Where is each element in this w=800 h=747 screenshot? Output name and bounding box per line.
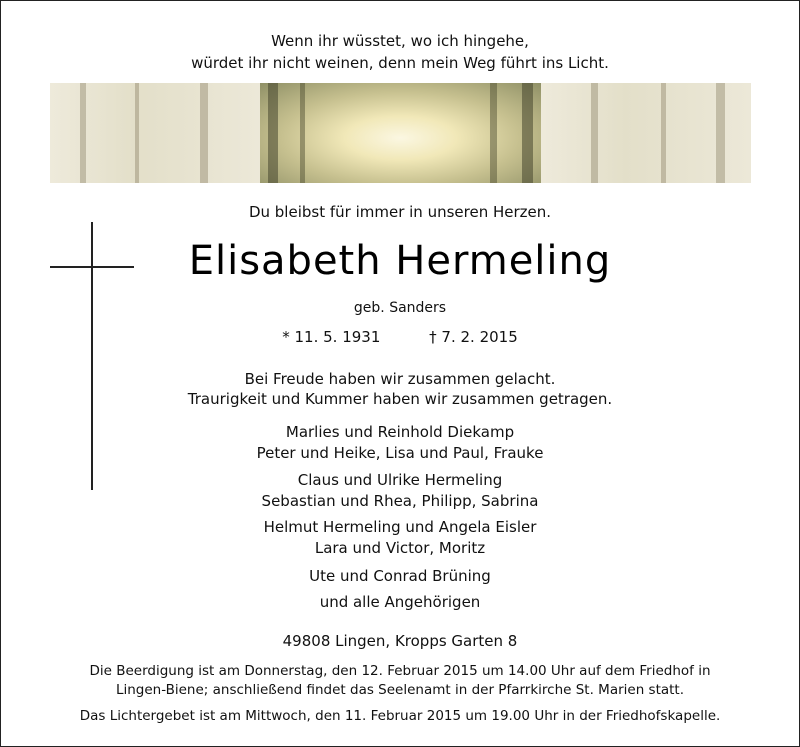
deceased-name: Elisabeth Hermeling [188, 238, 612, 284]
birth-date: * 11. 5. 1931 [282, 328, 381, 346]
funeral-line-2: Lingen-Biene; anschließend findet das Seelenamt in der Pfarrkirche St. Marien statt. [115, 682, 685, 698]
death-date: † 7. 2. 2015 [429, 328, 518, 346]
family-group-4: Ute und Conrad Brüning [309, 567, 491, 585]
subtitle: Du bleibst für immer in unseren Herzen. [248, 203, 552, 221]
funeral-line-1: Die Beerdigung ist am Donnerstag, den 12. Februar 2015 um 14.00 Uhr auf dem Friedhof in [89, 663, 711, 679]
verse-line-1: Bei Freude haben wir zusammen gelacht. [244, 370, 556, 388]
verse [0, 369, 800, 409]
address: 49808 Lingen, Kropps Garten 8 [282, 632, 518, 650]
family-line: Marlies und Reinhold Diekamp [285, 423, 515, 441]
motto-line-1: Wenn ihr wüsstet, wo ich hingehe, [271, 32, 529, 50]
forest-light-banner [50, 83, 751, 183]
family-line: Claus und Ulrike Hermeling [297, 471, 503, 489]
motto-quote [0, 30, 800, 74]
family-line: Helmut Hermeling und Angela Eisler [263, 518, 537, 536]
verse-line-2: Traurigkeit und Kummer haben wir zusammen getragen. [187, 390, 613, 408]
family-group-3 [0, 517, 800, 559]
banner-right-panel [541, 83, 751, 183]
life-dates [0, 328, 800, 346]
family-group-2 [0, 470, 800, 512]
family-line: Lara und Victor, Moritz [314, 539, 486, 557]
birth-name: geb. Sanders [353, 300, 447, 316]
family-group-1 [0, 422, 800, 464]
banner-center-panel [260, 83, 541, 183]
motto-line-2: würdet ihr nicht weinen, denn mein Weg führt ins Licht. [191, 54, 609, 72]
funeral-info [0, 662, 800, 700]
banner-left-panel [50, 83, 260, 183]
prayer-info: Das Lichtergebet ist am Mittwoch, den 11. Februar 2015 um 19.00 Uhr in der Friedhofskapelle. [79, 708, 721, 724]
family-line: Sebastian und Rhea, Philipp, Sabrina [261, 492, 539, 510]
family-line: Peter und Heike, Lisa und Paul, Frauke [256, 444, 544, 462]
family-group-5: und alle Angehörigen [319, 593, 481, 611]
